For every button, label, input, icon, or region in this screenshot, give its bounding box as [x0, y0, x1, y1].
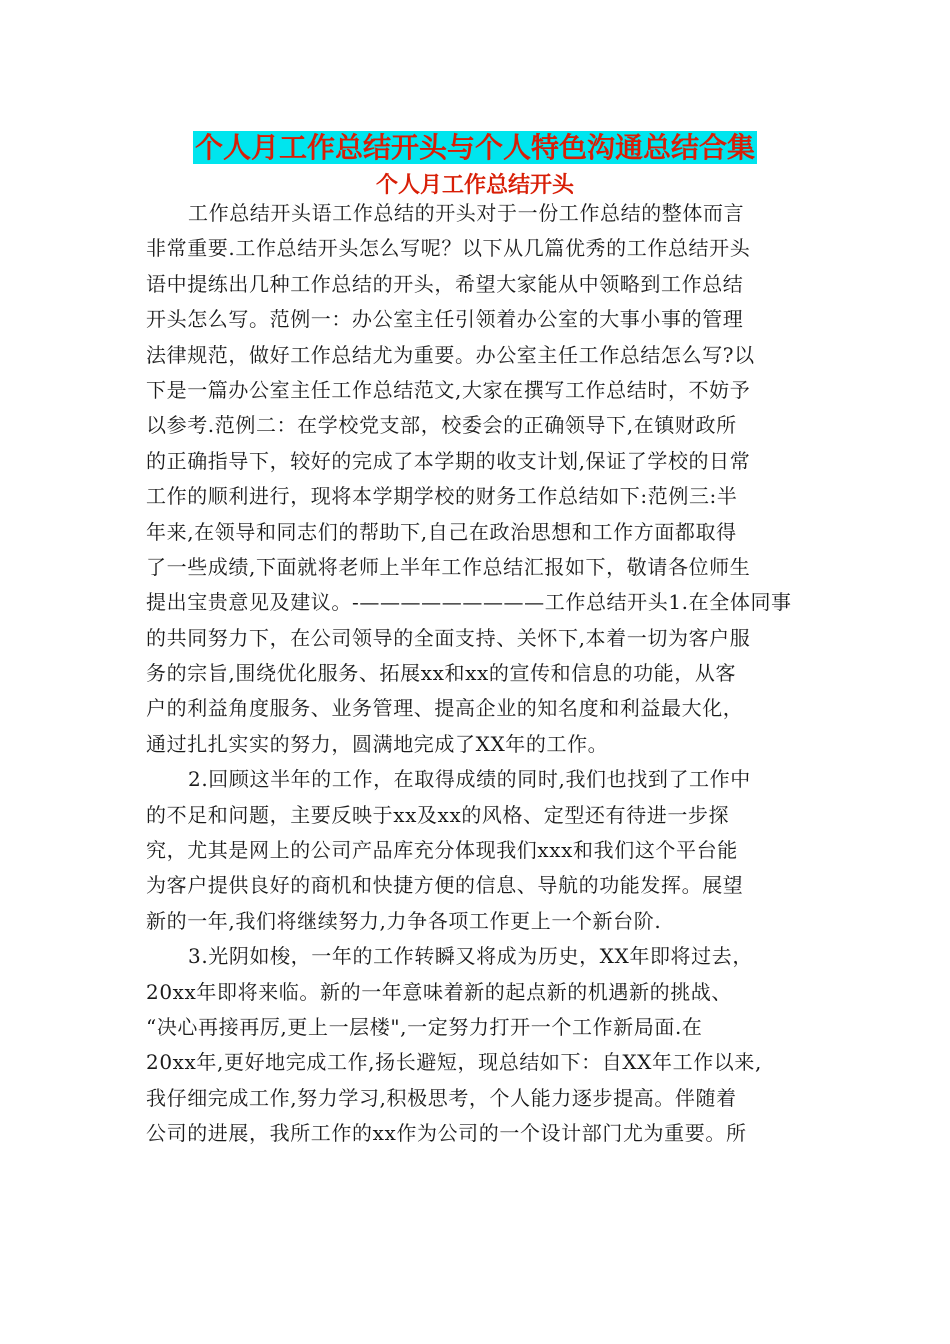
text-line: 语中提练出几种工作总结的开头，希望大家能从中领略到工作总结: [146, 271, 744, 296]
text-line: 下是一篇办公室主任工作总结范文,大家在撰写工作总结时，不妨予: [146, 377, 751, 402]
text-line: 的共同努力下，在公司领导的全面支持、关怀下,本着一切为客户服: [146, 625, 751, 650]
text-line: 开头怎么写。范例一：办公室主任引领着办公室的大事小事的管理: [146, 307, 744, 332]
text-line: 了一些成绩,下面就将老师上半年工作总结汇报如下，敬请各位师生: [146, 554, 751, 579]
text-line: 的正确指导下，较好的完成了本学期的收支计划,保证了学校的日常: [146, 448, 751, 473]
text-line: 我仔细完成工作,努力学习,积极思考，个人能力逐步提高。伴随着: [146, 1085, 737, 1110]
text-line: 以参考.范例二：在学校党支部，校委会的正确领导下,在镇财政所: [146, 413, 737, 438]
body-text: [146, 196, 806, 1152]
text-line: 通过扎扎实实的努力，圆满地完成了XX年的工作。: [146, 731, 609, 756]
text-line: 20xx年,更好地完成工作,扬长避短，现总结如下：自XX年工作以来,: [146, 1050, 762, 1075]
title-highlight: 个人月工作总结开头与个人特色沟通总结合集: [194, 131, 755, 164]
text-line: “决心再接再厉,更上一层楼",一定努力打开一个工作新局面.在: [146, 1014, 703, 1039]
text-line: 法律规范，做好工作总结尤为重要。办公室主任工作总结怎么写?以: [146, 342, 755, 367]
text-line: 务的宗旨,围绕优化服务、拓展xx和xx的宣传和信息的功能，从客: [146, 661, 737, 686]
text-line: 2.回顾这半年的工作，在取得成绩的同时,我们也找到了工作中: [188, 767, 751, 792]
text-line: 工作的顺利进行，现将本学期学校的财务工作总结如下:范例三:半: [146, 484, 738, 509]
text-line: 的不足和问题，主要反映于xx及xx的风格、定型还有待进一步探: [146, 802, 730, 827]
text-line: 年来,在领导和同志们的帮助下,自己在政治思想和工作方面都取得: [146, 519, 737, 544]
text-line: 20xx年即将来临。新的一年意味着新的起点新的机遇新的挑战、: [146, 979, 733, 1004]
text-line: 公司的进展，我所工作的xx作为公司的一个设计部门尤为重要。所: [146, 1121, 747, 1146]
text-line: 工作总结开头语工作总结的开头对于一份工作总结的整体而言: [188, 201, 745, 225]
section-heading: 个人月工作总结开头: [375, 172, 574, 198]
text-line: 提出宝贵意见及建议。-—————————工作总结开头1.在全体同事: [146, 590, 792, 615]
text-line: 户的利益角度服务、业务管理、提高企业的知名度和利益最大化，: [146, 696, 744, 721]
text-line: 为客户提供良好的商机和快捷方便的信息、导航的功能发挥。展望: [146, 873, 744, 898]
text-line: 非常重要.工作总结开头怎么写呢？以下从几篇优秀的工作总结开头: [146, 236, 751, 261]
document-title: [0, 128, 950, 168]
text-line: 3.光阴如梭，一年的工作转瞬又将成为历史，XX年即将过去，: [188, 944, 753, 969]
text-line: 新的一年,我们将继续努力,力争各项工作更上一个新台阶.: [146, 908, 662, 933]
text-line: 究，尤其是网上的公司产品库充分体现我们xxx和我们这个平台能: [146, 838, 738, 863]
